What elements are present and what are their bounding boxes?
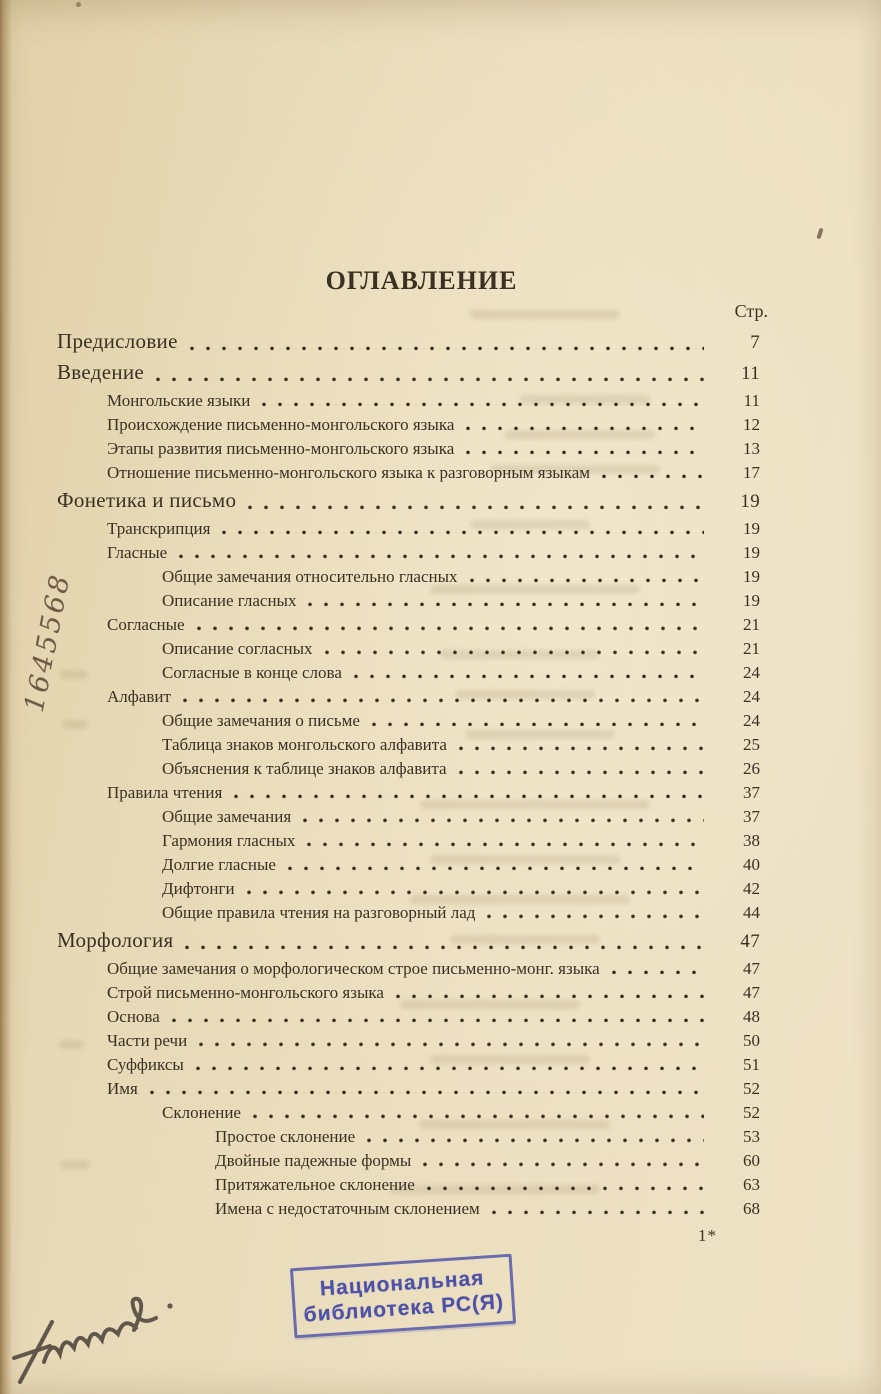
toc-entry-page: 26 <box>743 759 760 778</box>
dot-leader <box>612 970 704 975</box>
toc-entry-page: 24 <box>743 687 760 706</box>
toc-entry-label: Отношение письменно-монгольского языка к разговорным языкам <box>107 463 591 482</box>
dot-leader <box>367 1138 704 1143</box>
toc-row <box>57 544 770 562</box>
toc-entry-page: 19 <box>743 567 760 586</box>
toc-row <box>57 1152 770 1170</box>
toc-entry-page: 37 <box>743 783 760 802</box>
toc-entry-label: Предисловие <box>57 329 178 353</box>
toc-entry-page: 19 <box>740 491 760 512</box>
toc-row <box>57 392 770 410</box>
dot-leader <box>308 602 704 607</box>
toc-row <box>57 856 770 874</box>
toc-entry-page: 60 <box>743 1151 760 1170</box>
toc-entry-label: Гласные <box>107 543 168 562</box>
dot-leader <box>372 722 704 727</box>
dot-leader <box>492 1210 704 1215</box>
toc-entry-label: Согласные <box>107 615 185 634</box>
toc-entry-page: 12 <box>743 415 760 434</box>
library-stamp <box>290 1254 516 1339</box>
toc-row <box>57 1056 770 1074</box>
dot-leader <box>262 402 704 407</box>
toc-entry-page: 21 <box>743 639 760 658</box>
toc-row <box>57 592 770 610</box>
toc-row <box>57 1032 770 1050</box>
toc-entry-label: Морфология <box>57 928 174 952</box>
toc-entry-label: Имена с недостаточным склонением <box>215 1199 480 1218</box>
handwritten-signature <box>6 1266 196 1392</box>
toc-entry-page: 47 <box>740 931 760 952</box>
dot-leader <box>423 1162 704 1167</box>
toc-entry-page: 7 <box>750 332 760 353</box>
toc-content <box>57 266 770 1246</box>
toc-entry-label: Алфавит <box>107 687 171 706</box>
toc-row <box>57 904 770 922</box>
toc-row <box>57 984 770 1002</box>
toc-entry-page: 24 <box>743 711 760 730</box>
paper-speck-small <box>76 2 81 7</box>
dot-leader <box>459 770 704 775</box>
toc-entry-label: Описание согласных <box>162 639 313 658</box>
toc-entry-page: 25 <box>743 735 760 754</box>
toc-entry-label: Монгольские языки <box>107 391 251 410</box>
dot-leader <box>247 890 704 895</box>
toc-row <box>57 664 770 682</box>
toc-entry-label: Суффиксы <box>107 1055 184 1074</box>
toc-row <box>57 929 770 953</box>
toc-entry-label: Фонетика и письмо <box>57 488 237 512</box>
toc-entry-label: Склонение <box>162 1103 241 1122</box>
toc-row <box>57 784 770 802</box>
toc-entry-page: 51 <box>743 1055 760 1074</box>
toc-entry-page: 24 <box>743 663 760 682</box>
toc-entry-page: 17 <box>743 463 760 482</box>
dot-leader <box>183 698 704 703</box>
toc-entry-page: 42 <box>743 879 760 898</box>
toc-entry-page: 68 <box>743 1199 760 1218</box>
dot-leader <box>459 746 704 751</box>
toc-row <box>57 489 770 513</box>
toc-entry-page: 52 <box>743 1079 760 1098</box>
dot-leader <box>248 505 704 510</box>
toc-entry-label: Происхождение письменно-монгольского языка <box>107 415 455 434</box>
dot-leader <box>172 1018 704 1023</box>
dot-leader <box>190 346 704 351</box>
toc-entry-label: Притяжательное склонение <box>215 1175 415 1194</box>
printers-signature-mark: 1* <box>698 1226 717 1245</box>
toc-row <box>57 1080 770 1098</box>
toc-row <box>57 1176 770 1194</box>
toc-entry-page: 44 <box>743 903 760 922</box>
toc-row <box>57 330 770 354</box>
toc-row <box>57 440 770 458</box>
dot-leader <box>427 1186 704 1191</box>
toc-entry-label: Таблица знаков монгольского алфавита <box>162 735 447 754</box>
toc-row <box>57 808 770 826</box>
toc-row <box>57 520 770 538</box>
toc-entry-page: 21 <box>743 615 760 634</box>
toc-row <box>57 688 770 706</box>
toc-entry-page: 11 <box>741 363 760 384</box>
toc-entry-label: Согласные в конце слова <box>162 663 342 682</box>
toc-entry-page: 38 <box>743 831 760 850</box>
toc-entry-label: Описание гласных <box>162 591 297 610</box>
paper-speck <box>816 228 823 240</box>
toc-entry-page: 19 <box>743 591 760 610</box>
toc-entry-label: Дифтонги <box>162 879 235 898</box>
toc-row <box>57 712 770 730</box>
toc-row <box>57 464 770 482</box>
dot-leader <box>307 842 704 847</box>
toc-row <box>57 1200 770 1218</box>
toc-entry-label: Части речи <box>107 1031 188 1050</box>
toc-row <box>57 361 770 385</box>
toc-entry-label: Общие правила чтения на разговорный лад <box>162 903 476 922</box>
toc-entry-label: Долгие гласные <box>162 855 276 874</box>
dot-leader <box>156 377 704 382</box>
dot-leader <box>185 945 704 950</box>
dot-leader <box>179 554 704 559</box>
toc-entry-label: Простое склонение <box>215 1127 356 1146</box>
dot-leader <box>288 866 704 871</box>
toc-entry-label: Этапы развития письменно-монгольского языка <box>107 439 455 458</box>
dot-leader <box>466 450 704 455</box>
page-title: ОГЛАВЛЕНИЕ <box>325 266 518 295</box>
toc-entry-page: 11 <box>743 391 760 410</box>
toc-entry-page: 63 <box>743 1175 760 1194</box>
stamp-line-1: Национальная <box>319 1266 486 1301</box>
toc-row <box>57 736 770 754</box>
toc-entry-page: 47 <box>743 959 760 978</box>
toc-entry-page: 19 <box>743 543 760 562</box>
toc-entry-label: Гармония гласных <box>162 831 296 850</box>
toc-entry-page: 40 <box>743 855 760 874</box>
toc-entry-page: 19 <box>743 519 760 538</box>
dot-leader <box>354 674 704 679</box>
dot-leader <box>303 818 704 823</box>
toc-entry-page: 48 <box>743 1007 760 1026</box>
table-of-contents <box>57 330 770 1218</box>
toc-entry-label: Введение <box>57 360 145 384</box>
toc-entry-label: Основа <box>107 1007 160 1026</box>
toc-row <box>57 960 770 978</box>
toc-entry-label: Транскрипция <box>107 519 211 538</box>
toc-entry-page: 13 <box>743 439 760 458</box>
toc-entry-page: 37 <box>743 807 760 826</box>
toc-entry-label: Правила чтения <box>107 783 223 802</box>
toc-row <box>57 640 770 658</box>
toc-entry-label: Общие замечания о морфологическом строе письменно-монг. языка <box>107 959 600 978</box>
toc-entry-label: Имя <box>107 1079 138 1098</box>
dot-leader <box>396 994 704 999</box>
dot-leader <box>234 794 704 799</box>
toc-entry-label: Двойные падежные формы <box>215 1151 412 1170</box>
toc-row <box>57 1128 770 1146</box>
toc-entry-page: 50 <box>743 1031 760 1050</box>
toc-row <box>57 416 770 434</box>
stamp-line-2: библиотека РС(Я) <box>302 1290 505 1327</box>
toc-entry-label: Общие замечания относительно гласных <box>162 567 458 586</box>
dot-leader <box>487 914 704 919</box>
dot-leader <box>222 530 704 535</box>
toc-row <box>57 568 770 586</box>
toc-entry-page: 47 <box>743 983 760 1002</box>
page-column-header: Стр. <box>734 301 768 321</box>
dot-leader <box>602 474 704 479</box>
dot-leader <box>470 578 704 583</box>
toc-entry-label: Общие замечания о письме <box>162 711 360 730</box>
toc-entry-page: 52 <box>743 1103 760 1122</box>
dot-leader <box>253 1114 704 1119</box>
toc-row <box>57 1008 770 1026</box>
toc-row <box>57 1104 770 1122</box>
dot-leader <box>150 1090 704 1095</box>
dot-leader <box>199 1042 704 1047</box>
dot-leader <box>325 650 704 655</box>
toc-row <box>57 880 770 898</box>
toc-entry-label: Общие замечания <box>162 807 292 826</box>
toc-row <box>57 616 770 634</box>
dot-leader <box>196 1066 704 1071</box>
handwritten-accession-number: 1645568 <box>19 570 77 715</box>
dot-leader <box>197 626 704 631</box>
toc-entry-page: 53 <box>743 1127 760 1146</box>
toc-row <box>57 760 770 778</box>
toc-entry-label: Строй письменно-монгольского языка <box>107 983 384 1002</box>
dot-leader <box>466 426 704 431</box>
toc-entry-label: Объяснения к таблице знаков алфавита <box>162 759 447 778</box>
toc-row <box>57 832 770 850</box>
